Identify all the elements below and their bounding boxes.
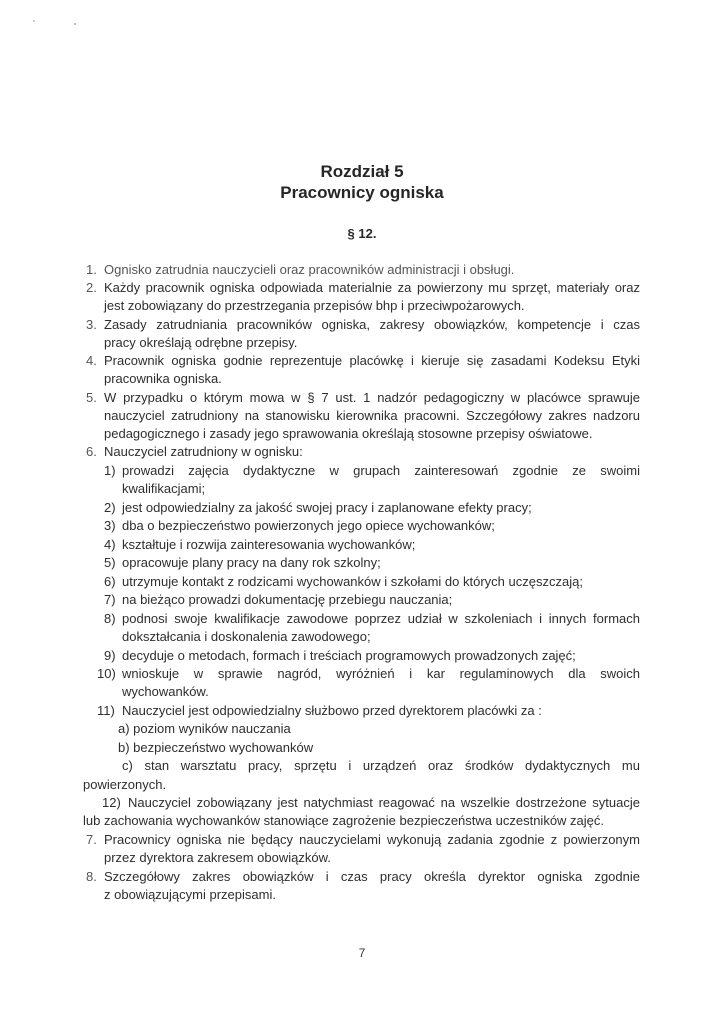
item-text: Pracownicy ogniska nie będący nauczycielami wykonują zadania zgodnie z powierzonym [104,832,640,847]
subitem-letter-c-continued: powierzonych. [83,777,167,792]
subitem-number: 8) [104,611,116,626]
item-text: nauczyciel zatrudniony na stanowisku kierownika pracowni. Szczegółowy zakres nadzoru [104,408,640,423]
subitem-number: 9) [104,648,116,663]
subitem-number: 1) [104,463,116,478]
chapter-title: Rozdział 5 [320,162,404,181]
item-number: 6. [86,444,97,459]
item-text: Pracownik ogniska godnie reprezentuje placówkę i kieruje się zasadami Kodeksu Etyki [104,353,640,368]
subitem-letter-c: c) stan warsztatu pracy, sprzętu i urządzeń oraz środków dydaktycznych mu [122,758,640,773]
item-number: 5. [86,390,97,405]
subitem-text: Nauczyciel jest odpowiedzialny służbowo przed dyrektorem placówki za : [122,703,542,718]
subitem-text: prowadzi zajęcia dydaktyczne w grupach zainteresowań zgodnie ze swoimi [122,463,640,478]
item-text: Nauczyciel zatrudniony w ognisku: [104,444,303,459]
item-text: z obowiązującymi przepisami. [104,887,276,902]
subitem-text: lub zachowania wychowanków stanowiące zagrożenie bezpieczeństwa uczestników zajęć. [83,813,605,828]
subitem-text: dba o bezpieczeństwo powierzonych jego opiece wychowanków; [122,518,495,533]
chapter-subtitle: Pracownicy ogniska [280,183,444,202]
item-number: 2. [86,280,97,295]
scan-speck [33,20,35,22]
subitem-number: 10) [97,666,116,681]
subitem-number: 12) [102,795,121,810]
item-text: Ognisko zatrudnia nauczycieli oraz pracowników administracji i obsługi. [104,262,515,277]
subitem-text: jest odpowiedzialny za jakość swojej pracy i zaplanowane efekty pracy; [122,500,532,515]
subitem-text: na bieżąco prowadzi dokumentację przebiegu nauczania; [122,592,453,607]
subitem-text: podnosi swoje kwalifikacje zawodowe poprzez udział w szkoleniach i innych formach [122,611,640,626]
subitem-text: decyduje o metodach, formach i treściach programowych prowadzonych zajęć; [122,648,576,663]
page-number: 7 [358,946,366,960]
item-number: 4. [86,353,97,368]
item-number: 8. [86,869,97,884]
item-text: jest zobowiązany do przestrzegania przepisów bhp i przeciwpożarowych. [104,298,525,313]
subitem-number: 4) [104,537,116,552]
subitem-number: 6) [104,574,116,589]
subitem-text: Nauczyciel zobowiązany jest natychmiast reagować na wszelkie dostrzeżone sytuacje [128,795,640,810]
subitem-number: 3) [104,518,116,533]
subitem-number: 2) [104,500,116,515]
subitem-number: 7) [104,592,116,607]
item-text: Zasady zatrudniania pracowników ogniska, zakresy obowiązków, kompetencje i czas [104,317,640,332]
item-number: 1. [86,262,97,277]
subitem-text: wychowanków. [122,684,209,699]
subitem-text: opracowuje plany pracy na dany rok szkolny; [122,555,381,570]
item-text: pracownika ogniska. [104,371,222,386]
subitem-number: 5) [104,555,116,570]
subitem-text: dokształcania i doskonalenia zawodowego; [122,629,371,644]
item-text: pracy określają odrębne przepisy. [104,335,298,350]
item-text: W przypadku o którym mowa w § 7 ust. 1 nadzór pedagogiczny w placówce sprawuje [104,390,640,405]
subitem-letter-a: a) poziom wyników nauczania [118,721,291,736]
item-text: Każdy pracownik ogniska odpowiada materialnie za powierzony mu sprzęt, materiały oraz [104,280,640,295]
subitem-text: utrzymuje kontakt z rodzicami wychowanków i szkołami do których uczęszczają; [122,574,583,589]
subitem-text: kwalifikacjami; [122,481,206,496]
subitem-text: kształtuje i rozwija zainteresowania wychowanków; [122,537,416,552]
item-text: Szczegółowy zakres obowiązków i czas pracy określa dyrektor ogniska zgodnie [104,869,640,884]
item-number: 3. [86,317,97,332]
scan-speck [74,23,76,25]
section-heading: § 12. [347,226,377,241]
subitem-number: 11) [97,703,115,718]
subitem-text: wnioskuje w sprawie nagród, wyróżnień i kar regulaminowych dla swoich [122,666,640,681]
item-text: przez dyrektora zakresem obowiązków. [104,850,331,865]
item-text: pedagogicznego i zasady jego sprawowania określają stosowne przepisy oświatowe. [104,426,593,441]
item-number: 7. [86,832,97,847]
subitem-letter-b: b) bezpieczeństwo wychowanków [118,740,314,755]
